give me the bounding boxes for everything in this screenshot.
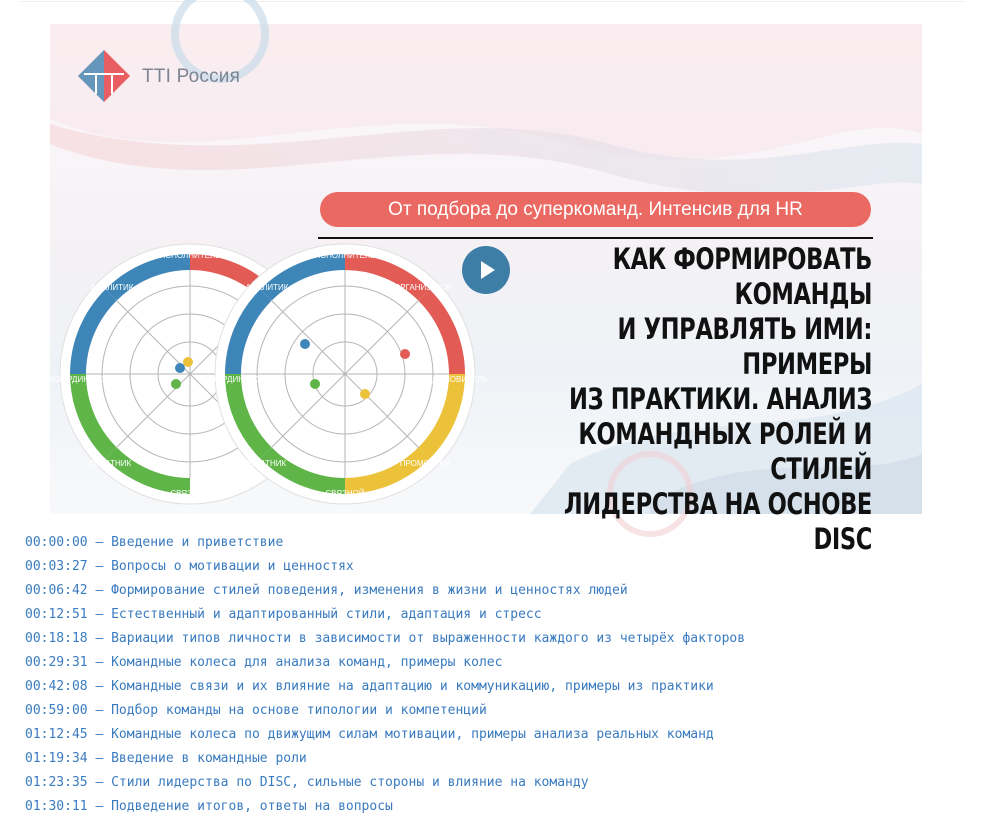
wheel-left-label-top: ИСПОЛНИТЕЛЬ xyxy=(159,251,221,260)
wheel-left-label-upper-left: АНАЛИТИК xyxy=(90,283,134,292)
timecode-item[interactable]: 00:59:00 — Подбор команды на основе типологии и компетенций xyxy=(25,703,487,718)
wheel-right-label-lower-left: СОРАТНИК xyxy=(243,459,287,468)
logo-text: TTI Россия xyxy=(142,66,241,87)
wheel-left-label-bottom: СВЯЗНОЙ xyxy=(170,489,210,498)
wheel-right-label-upper-right: ОРГАНИЗАТОР xyxy=(394,283,452,292)
video-headline: КАК ФОРМИРОВАТЬ КОМАНДЫ И УПРАВЛЯТЬ ИМИ: ПРИМЕРЫ ИЗ ПРАКТИКИ. АНАЛИЗ КОМАНДНЫХ РОЛЕЙ И СТИЛЕЙ ЛИДЕРСТВА НА ОСНОВЕ DISC xyxy=(563,242,872,556)
timecode-item[interactable]: 00:12:51 — Естественный и адаптированный стили, адаптация и стресс xyxy=(25,607,542,622)
timecode-item[interactable]: 01:23:35 — Стили лидерства по DISC, сильные стороны и влияние на команду xyxy=(25,775,589,790)
timecode-item[interactable]: 00:00:00 — Введение и приветствие xyxy=(25,535,284,550)
top-divider xyxy=(20,1,965,2)
wheel-left-label-lower-left: СОРАТНИК xyxy=(88,459,132,468)
play-button[interactable] xyxy=(462,246,510,294)
timecode-list xyxy=(25,534,985,822)
wheel-right-label-upper-left: АНАЛИТИК xyxy=(245,283,289,292)
timecode-item[interactable]: 00:06:42 — Формирование стилей поведения, изменения в жизни и ценностях людей xyxy=(25,583,628,598)
wheel-right-label-bottom: СВЯЗНОЙ xyxy=(325,489,365,498)
wheel-left-label-left: КООРДИНАТОР xyxy=(50,375,110,384)
timecode-item[interactable]: 00:42:08 — Командные связи и их влияние на адаптацию и коммуникацию, примеры из практики xyxy=(25,679,714,694)
wheel-right-label-right: ВДОХНОВИТЕЛЬ xyxy=(422,375,488,384)
intensive-subtitle: От подбора до суперкоманд. Интенсив для HR xyxy=(320,192,871,227)
timecode-item[interactable]: 00:29:31 — Командные колеса для анализа команд, примеры колес xyxy=(25,655,503,670)
wheel-right-label-lower-right: ПРОМОУТЕР xyxy=(399,459,451,468)
wheel-right-label-top: ИСПОЛНИТЕЛЬ xyxy=(314,251,376,260)
team-wheel-right xyxy=(205,244,488,504)
timecode-item[interactable]: 01:19:34 — Введение в командные роли xyxy=(25,751,307,766)
timecode-item[interactable]: 01:12:45 — Командные колеса по движущим силам мотивации, примеры анализа реальных команд xyxy=(25,727,714,742)
wheel-right-label-left: КООРДИНАТОР xyxy=(205,375,265,384)
timecode-item[interactable]: 00:03:27 — Вопросы о мотивации и ценностях xyxy=(25,559,354,574)
timecode-item[interactable]: 00:18:18 — Вариации типов личности в зависимости от выраженности каждого из четырёх факторов xyxy=(25,631,746,646)
timecode-item[interactable]: 01:30:11 — Подведение итогов, ответы на вопросы xyxy=(25,799,393,814)
